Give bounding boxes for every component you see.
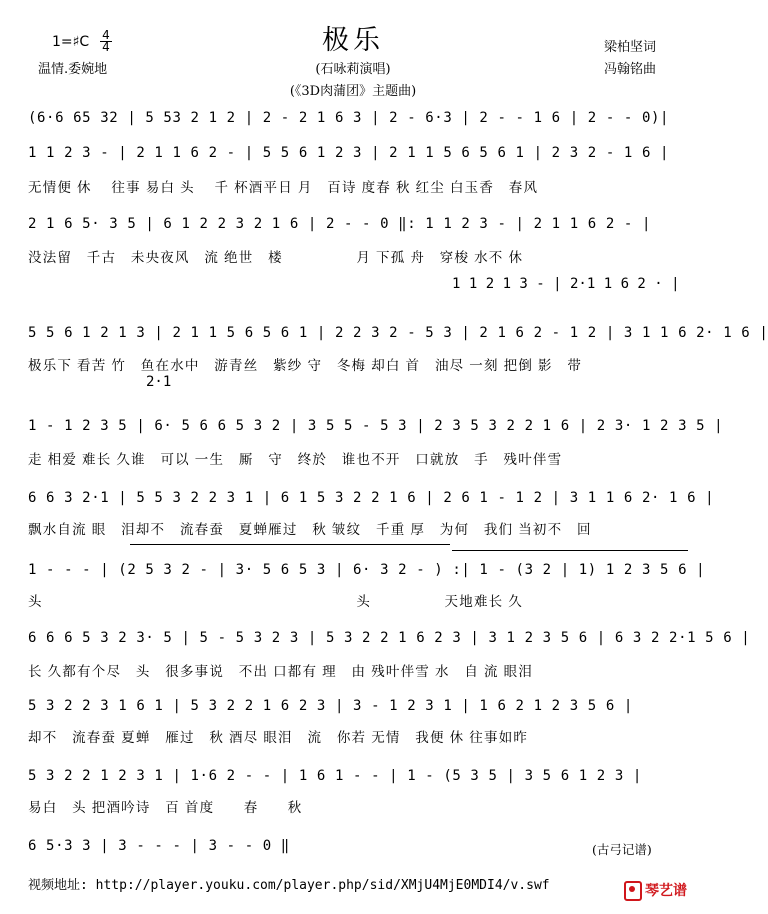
score-line-2: 1 1 2 3 - | 2 1 1 6 2 - | 5 5 6 1 2 3 | 2 1 1 5 6 5 6 1 | 2 3 2 - 1 6 |	[28, 145, 670, 161]
score-line-11: 6 5·3 3 | 3 - - - | 3 - - 0 ‖	[28, 838, 290, 854]
lyric-line-4: 极乐下 看苦 竹 鱼在水中 游青丝 紫纱 守 冬梅 却白 首 油尽 一刻 把倒 影 带	[28, 358, 583, 373]
video-address	[28, 874, 550, 893]
harmony-note: 2·1	[146, 374, 172, 390]
tempo-mark: 温情.委婉地	[38, 62, 108, 77]
score-line-7: 1 - - - | (2 5 3 2 - | 3· 5 6 5 3 | 6· 3 2 - ) :| 1 - (3 2 | 1) 1 2 3 5 6 |	[28, 562, 706, 578]
site-logo	[624, 880, 690, 902]
score-line-8: 6 6 6 5 3 2 3· 5 | 5 - 5 3 2 3 | 5 3 2 2 1 6 2 3 | 3 1 2 3 5 6 | 6 3 2 2·1 5 6 |	[28, 630, 751, 646]
logo-icon	[624, 881, 642, 901]
lyricist-credit: 梁柏坚词	[604, 40, 657, 55]
lyric-line-2: 无情便 休 往事 易白 头 千 杯酒平日 月 百诗 度春 秋 红尘 白玉香 春风	[28, 180, 539, 195]
recorder-credit: (古弓记谱)	[592, 842, 652, 857]
time-signature-bottom: 4	[100, 41, 112, 53]
time-signature-top: 4	[102, 28, 110, 42]
composer-credit: 冯翰铭曲	[604, 62, 657, 77]
singer-credit: (石咏莉演唱)	[315, 62, 391, 77]
key-signature: 1=♯C	[52, 34, 90, 50]
score-line-3: 2 1 6 5· 3 5 | 6 1 2 2 3 2 1 6 | 2 - - 0 ‖: 1 1 2 3 - | 2 1 1 6 2 - |	[28, 216, 651, 232]
lyric-line-5: 走 相爱 难长 久谁 可以 一生 厮 守 终於 谁也不开 口就放 手 残叶伴雪	[28, 452, 563, 467]
source-credit: (《3D肉蒲团》主题曲)	[289, 84, 417, 99]
lyric-line-7: 头 头 天地难长 久	[28, 594, 524, 609]
lyric-line-8: 长 久都有个尽 头 很多事说 不出 口都有 理 由 残叶伴雪 水 自 流 眼泪	[28, 664, 534, 679]
alternate-score-line: 1 1 2 1 3 - | 2·1 1 6 2 · |	[452, 276, 680, 292]
time-signature	[100, 30, 112, 53]
score-line-4: 5 5 6 1 2 1 3 | 2 1 1 5 6 5 6 1 | 2 2 3 2 - 5 3 | 2 1 6 2 - 1 2 | 3 1 1 6 2· 1 6 |	[28, 325, 768, 341]
score-line-5: 1 - 1 2 3 5 | 6· 5 6 6 5 3 2 | 3 5 5 - 5 3 | 2 3 5 3 2 2 1 6 | 2 3· 1 2 3 5 |	[28, 418, 724, 434]
score-line-9: 5 3 2 2 3 1 6 1 | 5 3 2 2 1 6 2 3 | 3 - 1 2 3 1 | 1 6 2 1 2 3 5 6 |	[28, 698, 633, 714]
song-title: 极乐	[322, 25, 384, 56]
lyric-line-9: 却不 流春蚕 夏蝉 雁过 秋 酒尽 眼泪 流 你若 无情 我便 休 往事如昨	[28, 730, 529, 745]
volta-2-bracket	[452, 550, 688, 551]
lyric-line-10: 易白 头 把酒吟诗 百 首度 春 秋	[28, 800, 303, 815]
volta-1-bracket	[130, 544, 450, 545]
lyric-line-3: 没法留 千古 未央夜风 流 绝世 楼 月 下孤 舟 穿梭 水不 休	[28, 250, 524, 265]
lyric-line-6: 飘水自流 眼 泪却不 流春蚕 夏蝉雁过 秋 皱纹 千重 厚 为何 我们 当初不 回	[28, 522, 592, 537]
score-line-10: 5 3 2 2 1 2 3 1 | 1·6 2 - - | 1 6 1 - - | 1 - (5 3 5 | 3 5 6 1 2 3 |	[28, 768, 642, 784]
video-label: 视频地址:	[28, 878, 88, 893]
logo-text: 琴艺谱	[645, 882, 687, 898]
score-line-1: (6·6 65 32 | 5 53 2 1 2 | 2 - 2 1 6 3 | 2 - 6·3 | 2 - - 1 6 | 2 - - 0)|	[28, 110, 670, 126]
video-url[interactable]: http://player.youku.com/player.php/sid/XMjU4MjE0MDI4/v.swf	[95, 878, 550, 893]
score-line-6: 6 6 3 2·1 | 5 5 3 2 2 3 1 | 6 1 5 3 2 2 1 6 | 2 6 1 - 1 2 | 3 1 1 6 2· 1 6 |	[28, 490, 715, 506]
